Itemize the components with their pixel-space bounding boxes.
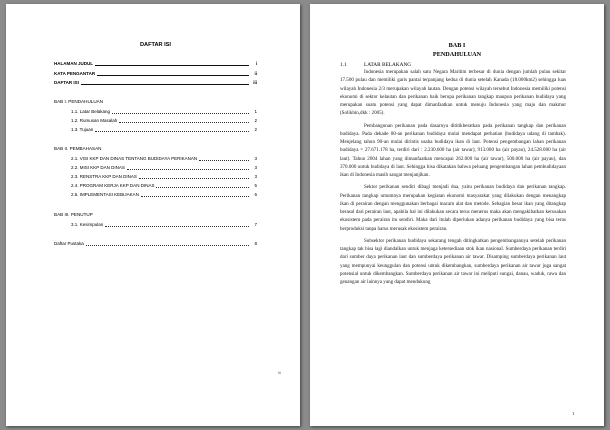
toc-item: 1.1. Latar Belakang 1: [71, 109, 257, 114]
page-number: 1: [572, 411, 575, 416]
toc-title: DAFTAR ISI: [140, 42, 171, 48]
page-number: iii: [278, 370, 281, 375]
toc-row-contents: DAFTAR ISI iii: [54, 80, 257, 85]
toc-chapter-3-heading: BAB III. PENUTUP: [54, 212, 93, 217]
chapter-page: [310, 4, 604, 426]
toc-item: 1.2. Rumusan Masalah 2: [71, 118, 257, 123]
paragraph: Sektor perikanan sendiri dibagi menjadi dua, yaitu perikanan budidaya dan perikanan tangkap. Perikanan tangkap umumnya merupakan kegiatan ekonomi masyarakat yang dilakukan dengan menangkap ikan di perairan dengan menggunakan berbagai macam alat dan metode. Sebagian besar ikan yang ditangkap berasal dari perairan laut, apabila hal ini dilakukan secara terus menerus maka akan mengakibatkan kerusakan ekosistem pada perairan itu sendiri. Maka dari itulah diperlukan adanya perikanan budidaya yang bisa terus berproduksi tanpa harus merusak ekosistem perairan.: [340, 184, 566, 232]
paragraph: Subsektor perikanan budidaya sekarang tengah ditingkatkan pengembangannya setelah perikanan tangkap tak bisa lagi diandalkan untuk menjaga ketersediaan stok ikan nasional. Sumberdaya perikanan terdiri dari sumber daya perikanan laut dan sumberdaya perikanan air tawar. Disamping sumberdaya perikanan laut yang mempunyai keunggulan dan potensi untuk dikembangkan, sumberdaya perikanan air tawar juga sangat potensial untuk dikembangkan. Sumberdaya perikanan air tawar ini meliputi sungai, danau, waduk, rawa dan genangan air lainnya yang dapat mendukung: [340, 237, 566, 285]
toc-row-bibliography: Daftar Pustaka 8: [54, 241, 257, 246]
toc-row-title-page: HALAMAN JUDUL i: [54, 61, 257, 66]
toc-chapter-1-heading: BAB I. PENDAHULUAN: [54, 99, 104, 104]
section-number: 1.1: [340, 62, 347, 68]
toc-row-preface: KATA PENGANTAR ii: [54, 71, 257, 76]
toc-page: [6, 4, 300, 426]
toc-item: 2.3. RENSTRA KKP DAN DINAS 3: [71, 174, 257, 179]
toc-item: 1.3. Tujuan 2: [71, 127, 257, 132]
toc-chapter-2-heading: BAB II. PEMBAHASAN: [54, 146, 102, 151]
toc-item: 2.4. PROGRAM KERJA KKP DAN DINAS 5: [71, 183, 257, 188]
paragraph: Indonesia merupakan salah satu Negara Maritim terbesar di dunia dengan jumlah pulau sekitar 17.500 pulau dan memiliki garis pantai terpanjang kedua di dunia setelah Kanada (18.000km2) sehingga luas wilayah Indonesia 2/3 merupakan wilayah lautan. Dengan potensi wilayah tersebut Indonesia memiliki potensi ekonomi di sektor kelautan dan perikanan baik berupa perikanan tangkap maupun perikanan budidaya yang merupakan suatu potensi yang dapat dimanfaatkan untuk menuju Indonesia yang maju dan makmur (Solikhin,dkk : 2005).: [340, 69, 566, 117]
paragraph: Pembangunan perikanan pada dasarnya dititikberatkan pada perikanan tangkap dan perikanan budidaya. Pada dekade 80-an perikanan budidaya mulai mendapat perhatian (budidaya udang di tambak). Menjelang tahun 90-an mulai dirintis usaha budidaya ikan di laut. Potensi pengembangan lahan perikanan budidaya = 27.671.178 ha, terdiri dari : 2.230.600 ha (air tawar), 913.000 ha (air payau), 24.528.000 ha (air laut). Tahun 2004 lahan yang dimanfaatkan mencapai 262.000 ha (air tawar), 500.000 ha (air payau), dan 370.000 untuk budidaya di laut. Sehingga bisa dikatakan bahwa peluang pengembangan lahan pembudidayaan ikan di Indonesia masih sangat menjanjikan.: [340, 122, 566, 178]
toc-item: 2.1. VISI KKP DAN DINAS TENTANG BUDIDAYA PERIKANAN 3: [71, 156, 257, 161]
chapter-label: BAB I: [448, 42, 466, 49]
section-title: LATAR BELAKANG: [364, 62, 412, 68]
chapter-title: PENDAHULUAN: [432, 51, 482, 58]
toc-item: 3.1. Kesimpulan 7: [71, 222, 257, 227]
body-text: [340, 68, 566, 290]
toc-item: 2.5. IMPLEMENTASI KEBIJAKAN 6: [71, 192, 257, 197]
toc-item: 2.2. MISI KKP DAN DINAS 3: [71, 165, 257, 170]
